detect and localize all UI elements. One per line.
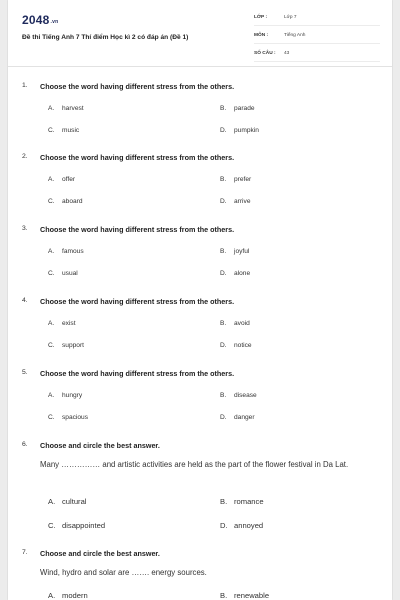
option-text: annoyed [234,521,264,530]
option-text: modern [62,591,88,600]
option-c[interactable] [48,198,83,205]
meta-row-count [254,48,380,62]
question-number: 5. [22,369,28,376]
question-number: 1. [22,82,28,89]
option-text: music [62,127,80,134]
meta-label: SỐ CÂU : [254,51,276,56]
option-c[interactable] [48,127,79,134]
option-b[interactable] [220,105,255,112]
option-c[interactable] [48,342,84,349]
option-a[interactable] [48,591,88,600]
option-text: disease [234,392,257,399]
meta-row-class [254,12,380,26]
option-letter: B. [220,392,227,399]
option-text: danger [234,414,255,421]
meta-value: Lớp 7 [284,15,297,20]
document-header [8,0,392,67]
option-text: support [62,342,84,349]
option-text: pumpkin [234,127,259,134]
meta-row-subject [254,30,380,44]
option-text: arrive [234,198,251,205]
option-letter: A. [48,320,55,327]
option-letter: A. [48,105,55,112]
option-letter: C. [48,270,55,277]
question-text: Choose and circle the best answer. [40,549,160,558]
question-text: Choose the word having different stress from the others. [40,153,235,162]
option-text: usual [62,270,78,277]
option-a[interactable] [48,392,82,399]
option-b[interactable] [220,320,250,327]
option-b[interactable] [220,392,257,399]
question-body: Many …………… and artistic activities are held as the part of the flower festival in Da Lat. [40,460,349,469]
option-letter: D. [220,127,227,134]
option-letter: D. [220,270,227,277]
option-letter: D. [220,198,227,205]
option-text: disappointed [62,521,106,530]
option-text: avoid [234,320,250,327]
option-a[interactable] [48,248,84,255]
option-text: famous [62,248,84,255]
option-letter: A. [48,497,56,506]
option-letter: B. [220,320,227,327]
option-letter: C. [48,127,55,134]
option-letter: D. [220,414,227,421]
question-body: Wind, hydro and solar are ……. energy sources. [40,568,207,577]
option-a[interactable] [48,176,75,183]
option-letter: C. [48,342,55,349]
option-letter: A. [48,248,55,255]
option-d[interactable] [220,521,263,530]
question-number: 2. [22,153,28,160]
logo-text: 2048 [22,13,50,27]
option-text: alone [234,270,251,277]
option-text: renewable [234,591,270,600]
option-text: cultural [62,497,87,506]
option-text: offer [62,176,76,183]
option-b[interactable] [220,497,264,506]
option-c[interactable] [48,270,78,277]
option-text: exist [62,320,76,327]
option-c[interactable] [48,521,105,530]
document-page [8,0,392,600]
option-text: aboard [62,198,83,205]
option-text: spacious [62,414,89,421]
option-text: hungry [62,392,83,399]
option-b[interactable] [220,591,269,600]
option-text: notice [234,342,252,349]
question-text: Choose the word having different stress from the others. [40,82,235,91]
logo-suffix: .vn [50,19,59,25]
option-letter: A. [48,392,55,399]
meta-label: LỚP : [254,15,268,20]
option-text: joyful [234,248,250,255]
meta-label: MÔN : [254,33,269,38]
option-letter: A. [48,176,55,183]
document-title: Đề thi Tiếng Anh 7 Thí điểm Học kì 2 có đáp án (Đề 1) [22,34,189,41]
question-number: 6. [22,441,28,448]
option-a[interactable] [48,497,86,506]
option-letter: B. [220,591,228,600]
option-d[interactable] [220,414,255,421]
meta-info [254,12,380,66]
option-letter: B. [220,248,227,255]
option-letter: B. [220,176,227,183]
option-d[interactable] [220,198,251,205]
option-d[interactable] [220,342,252,349]
option-letter: B. [220,105,227,112]
meta-value: 43 [284,51,290,56]
option-letter: A. [48,591,56,600]
question-text: Choose the word having different stress from the others. [40,369,235,378]
option-c[interactable] [48,414,88,421]
option-d[interactable] [220,127,259,134]
option-b[interactable] [220,248,249,255]
site-logo[interactable] [22,13,58,27]
option-b[interactable] [220,176,251,183]
option-letter: C. [48,198,55,205]
option-a[interactable] [48,320,76,327]
option-letter: C. [48,521,56,530]
option-text: romance [234,497,264,506]
option-letter: B. [220,497,228,506]
option-d[interactable] [220,270,250,277]
question-number: 3. [22,225,28,232]
meta-value: Tiếng Anh [284,33,306,38]
question-text: Choose the word having different stress from the others. [40,225,235,234]
option-letter: D. [220,521,228,530]
question-text: Choose and circle the best answer. [40,441,160,450]
option-letter: C. [48,414,55,421]
question-number: 4. [22,297,28,304]
option-text: parade [234,105,255,112]
question-number: 7. [22,549,28,556]
option-letter: D. [220,342,227,349]
option-text: prefer [234,176,252,183]
question-text: Choose the word having different stress from the others. [40,297,235,306]
option-a[interactable] [48,105,84,112]
option-text: harvest [62,105,84,112]
